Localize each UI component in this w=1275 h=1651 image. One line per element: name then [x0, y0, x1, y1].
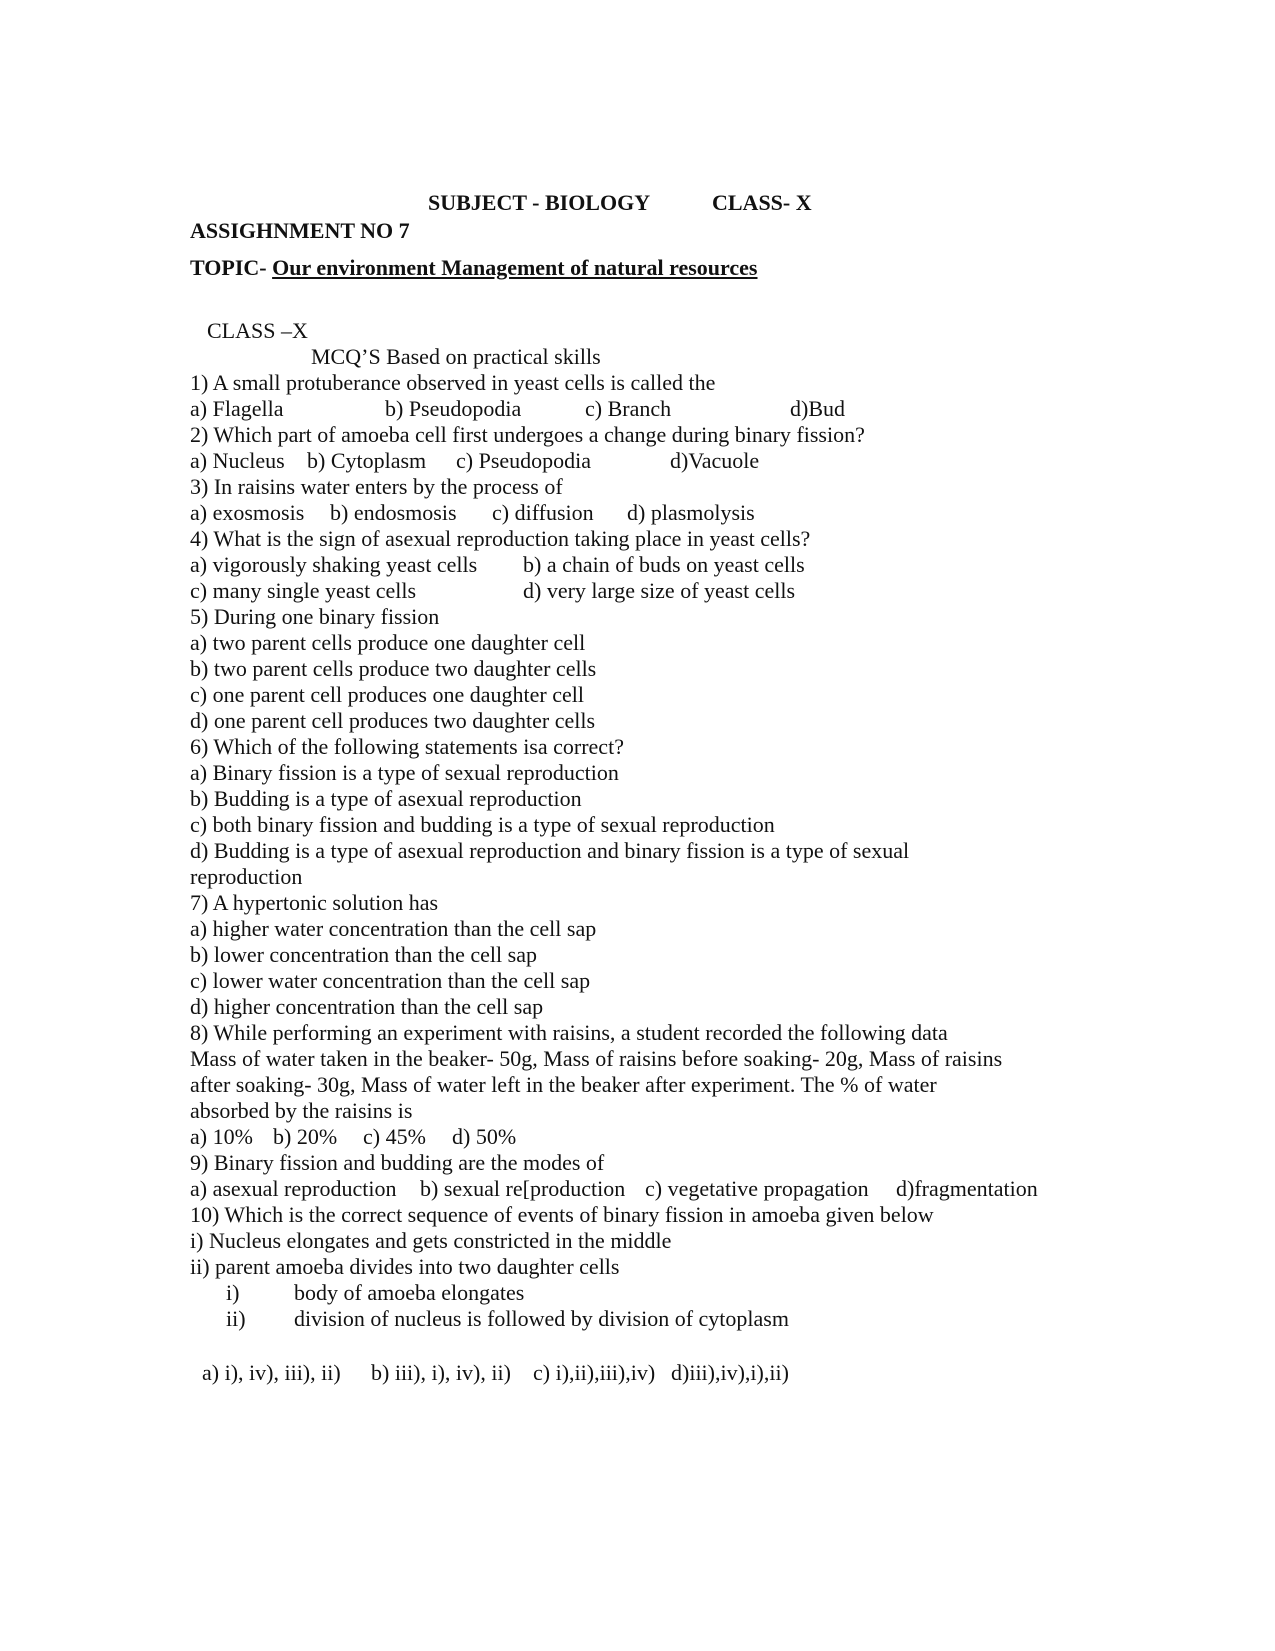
q6-option-c: c) both binary fission and budding is a type of sexual reproduction	[190, 812, 775, 837]
q9-option-c: c) vegetative propagation	[645, 1176, 869, 1201]
q4-option-a: a) vigorously shaking yeast cells	[190, 552, 478, 577]
q10-statement-4-number: ii)	[226, 1306, 246, 1331]
q8-option-c: c) 45%	[363, 1124, 426, 1149]
q4-option-d: d) very large size of yeast cells	[523, 578, 796, 603]
topic-line	[190, 255, 758, 281]
q10-statement-1: i) Nucleus elongates and gets constricted in the middle	[190, 1228, 672, 1253]
question-8: 8) While performing an experiment with raisins, a student recorded the following data	[190, 1020, 948, 1045]
q8-option-b: b) 20%	[273, 1124, 338, 1149]
q10-option-d: d)iii),iv),i),ii)	[671, 1360, 789, 1385]
q7-option-a: a) higher water concentration than the cell sap	[190, 916, 597, 941]
question-10: 10) Which is the correct sequence of events of binary fission in amoeba given below	[190, 1202, 934, 1227]
q8-data-line-3: absorbed by the raisins is	[190, 1098, 413, 1123]
q2-option-d: d)Vacuole	[670, 448, 760, 473]
q10-statement-3: body of amoeba elongates	[294, 1280, 525, 1305]
q3-option-d: d) plasmolysis	[627, 500, 755, 525]
question-2: 2) Which part of amoeba cell first undergoes a change during binary fission?	[190, 422, 865, 447]
question-9: 9) Binary fission and budding are the modes of	[190, 1150, 605, 1175]
q5-option-d: d) one parent cell produces two daughter cells	[190, 708, 596, 733]
q9-option-b: b) sexual re[production	[420, 1176, 626, 1201]
q10-statement-2: ii) parent amoeba divides into two daughter cells	[190, 1254, 620, 1279]
question-4: 4) What is the sign of asexual reproduction taking place in yeast cells?	[190, 526, 811, 551]
q7-option-d: d) higher concentration than the cell sap	[190, 994, 544, 1019]
q8-data-line-2: after soaking- 30g, Mass of water left in the beaker after experiment. The % of water	[190, 1072, 937, 1097]
topic-label: TOPIC-	[190, 255, 267, 280]
question-1: 1) A small protuberance observed in yeast cells is called the	[190, 370, 716, 395]
question-6: 6) Which of the following statements isa correct?	[190, 734, 624, 759]
q5-option-a: a) two parent cells produce one daughter cell	[190, 630, 586, 655]
q10-option-c: c) i),ii),iii),iv)	[533, 1360, 656, 1385]
q4-option-c: c) many single yeast cells	[190, 578, 417, 603]
q10-statement-3-number: i)	[226, 1280, 240, 1305]
q3-option-c: c) diffusion	[492, 500, 594, 525]
q2-option-c: c) Pseudopodia	[456, 448, 592, 473]
class-line: CLASS –X	[207, 318, 308, 343]
q4-option-b: b) a chain of buds on yeast cells	[523, 552, 805, 577]
q1-option-b: b) Pseudopodia	[385, 396, 522, 421]
question-5: 5) During one binary fission	[190, 604, 440, 629]
q10-option-b: b) iii), i), iv), ii)	[371, 1360, 511, 1385]
q3-option-a: a) exosmosis	[190, 500, 305, 525]
q10-statement-4: division of nucleus is followed by division of cytoplasm	[294, 1306, 789, 1331]
topic-title: Our environment Management of natural resources	[272, 255, 758, 280]
q7-option-b: b) lower concentration than the cell sap	[190, 942, 537, 967]
question-3: 3) In raisins water enters by the process of	[190, 474, 563, 499]
q6-option-d: d) Budding is a type of asexual reproduction and binary fission is a type of sexual	[190, 838, 910, 863]
q2-option-b: b) Cytoplasm	[307, 448, 427, 473]
q8-option-d: d) 50%	[452, 1124, 517, 1149]
question-7: 7) A hypertonic solution has	[190, 890, 439, 915]
q8-data-line-1: Mass of water taken in the beaker- 50g, Mass of raisins before soaking- 20g, Mass of raisins	[190, 1046, 1003, 1071]
subject-heading: SUBJECT - BIOLOGY	[428, 190, 651, 215]
q9-option-d: d)fragmentation	[896, 1176, 1038, 1201]
q9-option-a: a) asexual reproduction	[190, 1176, 397, 1201]
assignment-heading: ASSIGHNMENT NO 7	[190, 218, 410, 243]
q10-option-a: a) i), iv), iii), ii)	[202, 1360, 341, 1385]
class-heading: CLASS- X	[712, 190, 812, 215]
q2-option-a: a) Nucleus	[190, 448, 285, 473]
q1-option-d: d)Bud	[790, 396, 845, 421]
q7-option-c: c) lower water concentration than the cell sap	[190, 968, 591, 993]
q6-option-b: b) Budding is a type of asexual reproduction	[190, 786, 582, 811]
q1-option-a: a) Flagella	[190, 396, 284, 421]
q6-option-a: a) Binary fission is a type of sexual reproduction	[190, 760, 619, 785]
q8-option-a: a) 10%	[190, 1124, 253, 1149]
q5-option-b: b) two parent cells produce two daughter cells	[190, 656, 597, 681]
q5-option-c: c) one parent cell produces one daughter cell	[190, 682, 584, 707]
q3-option-b: b) endosmosis	[330, 500, 457, 525]
section-title: MCQ’S Based on practical skills	[311, 344, 601, 369]
q1-option-c: c) Branch	[585, 396, 672, 421]
q6-option-d-continued: reproduction	[190, 864, 303, 889]
